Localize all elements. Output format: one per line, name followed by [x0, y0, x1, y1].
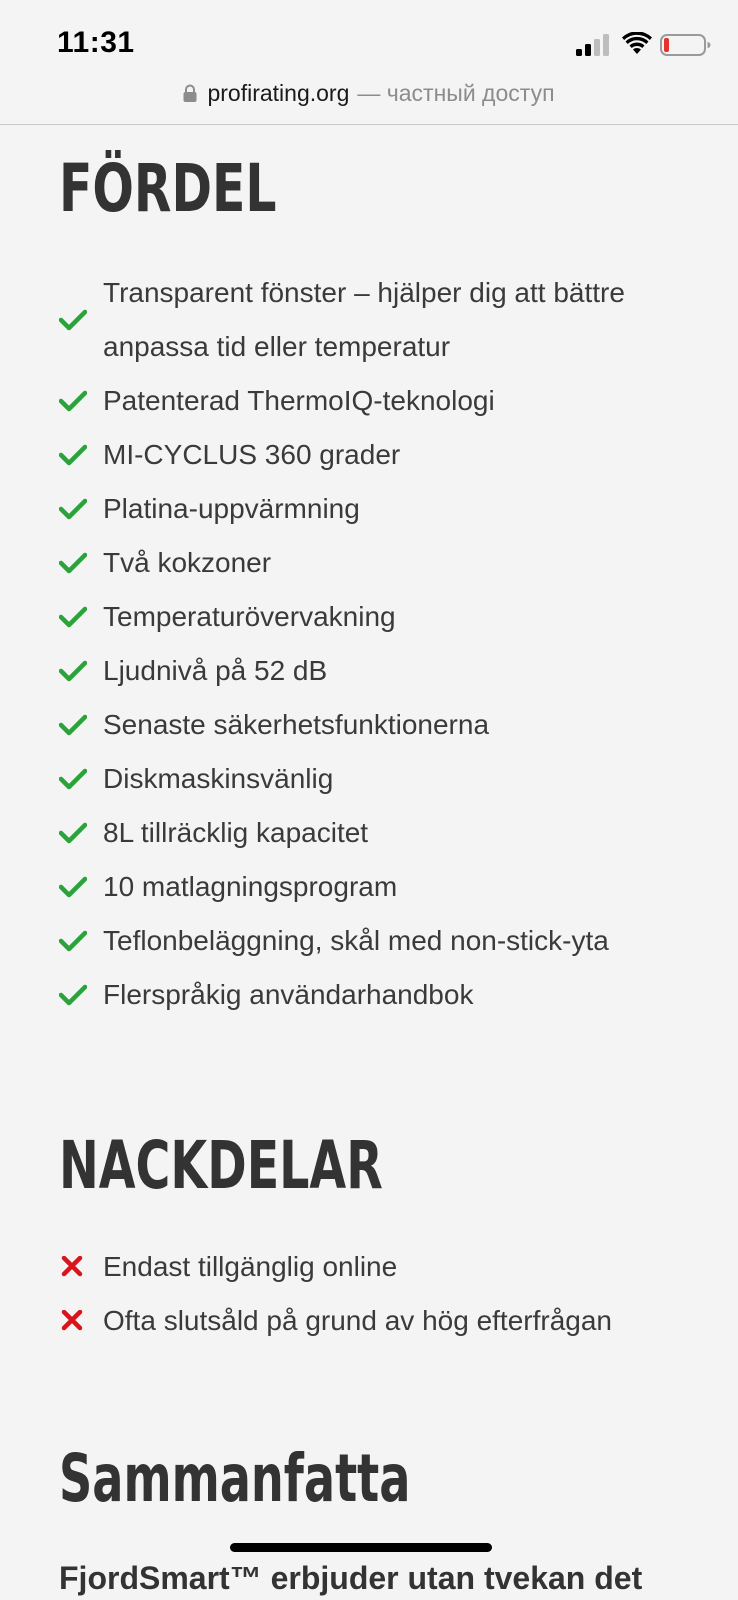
check-icon	[59, 444, 87, 466]
pros-item-text: Senaste säkerhetsfunktionerna	[103, 709, 490, 740]
pros-list-item	[59, 374, 699, 428]
pros-list	[59, 266, 699, 1022]
pros-list-item	[59, 590, 699, 644]
summary-heading: Sammanfatta	[59, 1440, 411, 1517]
url-access-note: — частный доступ	[357, 79, 555, 106]
pros-list-item	[59, 536, 699, 590]
pros-list-item	[59, 968, 699, 1022]
cross-icon	[59, 1310, 87, 1332]
battery-low-icon	[660, 33, 712, 57]
check-icon	[59, 660, 87, 682]
pros-list-item	[59, 644, 699, 698]
pros-item-text: MI-CYCLUS 360 grader	[103, 439, 401, 470]
check-icon	[59, 930, 87, 952]
wifi-icon	[622, 32, 652, 56]
pros-item-text: Temperaturövervakning	[103, 601, 396, 632]
check-icon	[59, 606, 87, 628]
status-bar	[0, 0, 738, 72]
check-icon	[59, 984, 87, 1006]
pros-list-item	[59, 914, 699, 968]
pros-list-item	[59, 806, 699, 860]
check-icon	[59, 714, 87, 736]
summary-text: FjordSmart™ erbjuder utan tvekan det	[59, 1560, 643, 1596]
cons-heading: NACKDELAR	[59, 1127, 383, 1204]
pros-item-text: Flerspråkig användarhandbok	[103, 979, 474, 1010]
pros-item-text: Patenterad ThermoIQ-teknologi	[103, 385, 495, 416]
pros-list-item	[59, 482, 699, 536]
check-icon	[59, 498, 87, 520]
check-icon	[59, 552, 87, 574]
pros-list-item	[59, 698, 699, 752]
pros-heading: FÖRDEL	[59, 150, 277, 227]
address-bar[interactable]	[0, 76, 738, 110]
pros-item-text: Ljudnivå på 52 dB	[103, 655, 328, 686]
cons-list-item	[59, 1240, 699, 1294]
pros-item-text: Två kokzoner	[103, 547, 272, 578]
cross-icon	[59, 1256, 87, 1278]
cons-list	[59, 1240, 699, 1348]
check-icon	[59, 768, 87, 790]
cellular-signal-icon	[576, 34, 612, 56]
check-icon	[59, 390, 87, 412]
header-divider	[0, 124, 738, 125]
check-icon	[59, 822, 87, 844]
pros-item-text: Platina-uppvärmning	[103, 493, 360, 524]
pros-item-text: 10 matlagningsprogram	[103, 871, 398, 902]
cons-item-text: Endast tillgänglig online	[103, 1251, 398, 1282]
check-icon	[59, 876, 87, 898]
pros-item-text: Diskmaskinsvänlig	[103, 763, 334, 794]
pros-list-item	[59, 428, 699, 482]
status-time: 11:31	[57, 26, 135, 59]
pros-list-item	[59, 752, 699, 806]
pros-list-item	[59, 266, 699, 374]
pros-item-text: 8L tillräcklig kapacitet	[103, 817, 369, 848]
lock-icon	[183, 84, 197, 102]
home-indicator[interactable]	[230, 1543, 492, 1552]
pros-list-item	[59, 860, 699, 914]
cons-item-text: Ofta slutsåld på grund av hög efterfrågan	[103, 1305, 612, 1336]
pros-item-text: Teflonbeläggning, skål med non-stick-yta	[103, 925, 609, 956]
cons-list-item	[59, 1294, 699, 1348]
url-domain: profirating.org	[207, 79, 350, 106]
check-icon	[59, 309, 87, 331]
pros-item-text: Transparent fönster – hjälper dig att bättre anpassa tid eller temperatur	[103, 277, 625, 362]
